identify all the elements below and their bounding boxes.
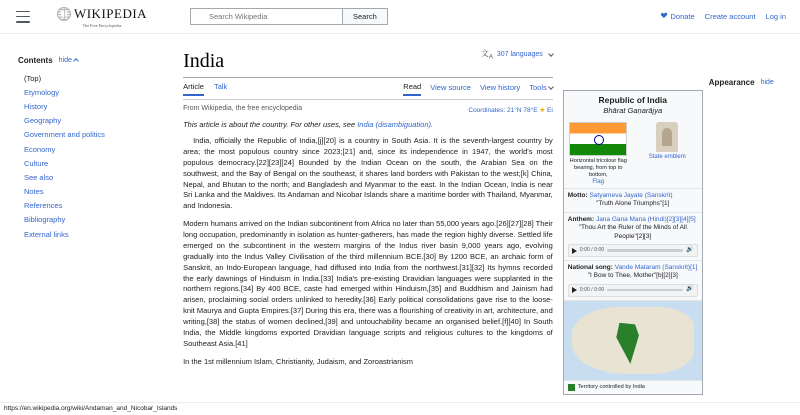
tab-article[interactable]: Article [183, 82, 204, 96]
chevron-down-icon [548, 84, 554, 90]
table-of-contents [0, 34, 178, 414]
anthem-audio-player[interactable] [568, 244, 698, 257]
anthem-translation: "Thou Art the Ruler of the Minds of All People"[2][3] [578, 224, 687, 240]
chevron-down-icon [548, 51, 554, 57]
search-bar [190, 8, 388, 25]
motto-label: Motto: [567, 191, 588, 199]
infobox-title: Republic of India [598, 95, 667, 105]
motto-value[interactable]: Satyameva Jayate (Sanskrit) [589, 191, 673, 199]
tab-talk[interactable]: Talk [213, 82, 228, 91]
coordinates-label[interactable]: Coordinates: 21°N 78°E [468, 107, 538, 114]
sidebar-item-history[interactable]: History [24, 101, 48, 111]
appearance-title: Appearance [708, 78, 755, 87]
heart-icon [661, 13, 668, 20]
sidebar-item-government-and-politics[interactable]: Government and politics [24, 130, 105, 140]
hatnote-suffix: . [431, 120, 434, 129]
chevron-left-icon [73, 58, 79, 64]
sidebar-item-geography[interactable]: Geography [24, 116, 62, 126]
tabs-divider [183, 99, 553, 100]
main-menu-icon[interactable] [16, 11, 30, 23]
audio-progress-bar[interactable] [607, 289, 683, 292]
site-header [0, 0, 800, 34]
lead-section [183, 136, 553, 368]
language-icon: 文$_A$ [480, 49, 493, 61]
sidebar-item-bibliography[interactable]: Bibliography [24, 215, 66, 225]
logo-tagline: The Free Encyclopedia [82, 22, 122, 28]
infobox-symbols-row [564, 119, 702, 188]
anthem-audio-time: 0:00 / 0:00 [579, 247, 605, 254]
create-account-link[interactable]: Create account [704, 12, 756, 21]
header-right-links [661, 12, 793, 21]
sidebar-item-see-also[interactable]: See also [24, 172, 54, 182]
infobox-column [563, 34, 703, 414]
language-selector[interactable] [481, 48, 553, 61]
tab-view-history[interactable]: View history [479, 83, 521, 92]
speaker-icon[interactable]: 🔊 [686, 286, 694, 293]
state-emblem-icon [656, 122, 678, 152]
song-label: National song: [567, 263, 613, 271]
infobox-subtitle: Bhārat Gaṇarājya [603, 106, 663, 115]
map-legend [564, 380, 702, 394]
sidebar-item-economy[interactable]: Economy [24, 144, 56, 154]
paragraph-2: Modern humans arrived on the Indian subcontinent from Africa no later than 55,000 years ago.[26][27][28] Their long occupation, predominantly in isolation as hunter-gatherers, has made the region highly diverse. Settled life emerged on the subcontinent in the western margins of the Indus river basin 9,000 years ago, evolving gradually into the Indus Valley Civilisation of the third millennium BCE.[30] By 1200 BCE, an archaic form of Sanskrit, an Indo-European language, had diffused into India from the northwest.[31][32] Its hymns recorded the early dawnings of Hinduism in India.[33] India's pre-existing Dravidian languages were supplanted in the northern regions.[34] By 400 BCE, caste had emerged within Hinduism,[35] and Buddhism and Jainism had arisen, proclaiming social orders unlinked to heredity.[36] Early political consolidations gave rise to the loose-knit Maurya and Gupta Empires.[37] During this era, there was a flourishing of creativity in art, architecture, and writing,[38] the status of women declined,[39] and untouchability became an organised belief.[f][40] In South India, the Middle kingdoms exported Dravidian language scripts and religious cultures to the kingdoms of Southeast Asia.[41] [183, 219, 553, 348]
tab-read[interactable]: Read [403, 82, 421, 96]
audio-progress-bar[interactable] [607, 249, 683, 252]
legend-swatch [568, 384, 575, 391]
anthem-value[interactable]: Jana Gana Mana (Hindi)[2][3][4][5] [595, 215, 696, 223]
song-value[interactable]: Vande Mataram (Sanskrit)[1] [614, 263, 698, 271]
hatnote-link[interactable]: India (disambiguation) [357, 120, 431, 129]
sidebar-item-top[interactable]: (Top) [24, 73, 42, 83]
appearance-panel [703, 34, 800, 414]
search-input[interactable] [190, 8, 342, 25]
india-locator-map[interactable] [564, 300, 702, 380]
country-infobox [563, 90, 703, 395]
page-title: India [183, 50, 225, 72]
tab-view-source[interactable]: View source [430, 83, 471, 92]
flag-caption[interactable]: Flag [592, 178, 605, 185]
india-flag-icon [569, 122, 627, 156]
play-icon[interactable] [572, 248, 577, 254]
article-tabs [183, 82, 553, 96]
legend-label: Territory controlled by India [577, 384, 645, 391]
motto-translation: "Truth Alone Triumphs"[1] [596, 200, 670, 208]
sidebar-item-external-links[interactable]: External links [24, 229, 69, 239]
status-bar [0, 402, 800, 414]
emblem-cell [633, 119, 702, 188]
wordmark: WIKIPEDIA [73, 5, 148, 21]
play-icon[interactable] [572, 287, 577, 293]
hatnote [183, 120, 553, 129]
flag-description: Horizontal tricolour flag bearing, from top to bottom, [569, 158, 627, 178]
song-audio-time: 0:00 / 0:00 [579, 286, 605, 293]
toc-list [18, 71, 165, 241]
appearance-hide-button[interactable]: hide [760, 79, 774, 86]
title-divider [183, 77, 553, 78]
search-button[interactable]: Search [342, 8, 388, 25]
paragraph-1: India, officially the Republic of India,[j][20] is a country in South Asia. It is the seventh-largest country by area; the most populous country since 2023;[21] and, since its independence in 1947, the world's most populous democracy.[22][23][24] Bounded by the Indian Ocean on the south, the Arabian Sea on the southwest, and the Bay of Bengal on the southeast, it shares land borders with Pakistan to the west;[k] China, Nepal, and Bhutan to the north; and Bangladesh and Myanmar to the east. In the Indian Ocean, India is near Sri Lanka and the Maldives. Its Andaman and Nicobar Islands share a maritime border with Thailand, Myanmar, and Indonesia. [183, 136, 553, 211]
toc-hide-button[interactable] [59, 57, 78, 64]
song-audio-player[interactable] [568, 284, 698, 297]
page-body [0, 34, 800, 414]
national-song-row [564, 260, 702, 300]
speaker-icon[interactable]: 🔊 [686, 246, 694, 253]
coordinates-edit-icon[interactable]: Ei [546, 107, 553, 114]
toc-title: Contents [18, 56, 53, 65]
song-translation: "I Bow to Thee, Mother"[b][2][3] [587, 272, 678, 280]
language-count-label: 307 languages [496, 50, 543, 58]
emblem-caption[interactable]: State emblem [648, 154, 686, 160]
sidebar-item-references[interactable]: References [24, 201, 63, 211]
toc-hide-label: hide [58, 57, 72, 64]
featured-star-icon: ★ [539, 107, 546, 114]
tools-label: Tools [529, 83, 547, 92]
anthem-row [564, 212, 702, 260]
wikipedia-logo[interactable] [42, 6, 162, 28]
sidebar-item-culture[interactable]: Culture [24, 158, 49, 168]
globe-puzzle-icon [57, 7, 71, 21]
from-wikipedia-note: From Wikipedia, the free encyclopedia [183, 105, 303, 112]
sidebar-item-notes[interactable]: Notes [24, 187, 44, 197]
anthem-label: Anthem: [567, 215, 595, 223]
sidebar-item-etymology[interactable]: Etymology [24, 87, 60, 97]
motto-row [564, 188, 702, 212]
paragraph-3: In the 1st millennium Islam, Christianity, Judaism, and Zoroastrianism [183, 356, 414, 366]
donate-link[interactable] [661, 12, 695, 21]
tools-menu[interactable] [529, 83, 553, 95]
status-url: https://en.wikipedia.org/wiki/Andaman_and_Nicobar_Islands [4, 405, 178, 412]
donate-label: Donate [670, 12, 695, 21]
hatnote-prefix: This article is about the country. For other uses, see [183, 120, 358, 129]
login-link[interactable]: Log in [765, 12, 786, 21]
article-content [175, 34, 563, 414]
flag-cell [564, 119, 633, 188]
